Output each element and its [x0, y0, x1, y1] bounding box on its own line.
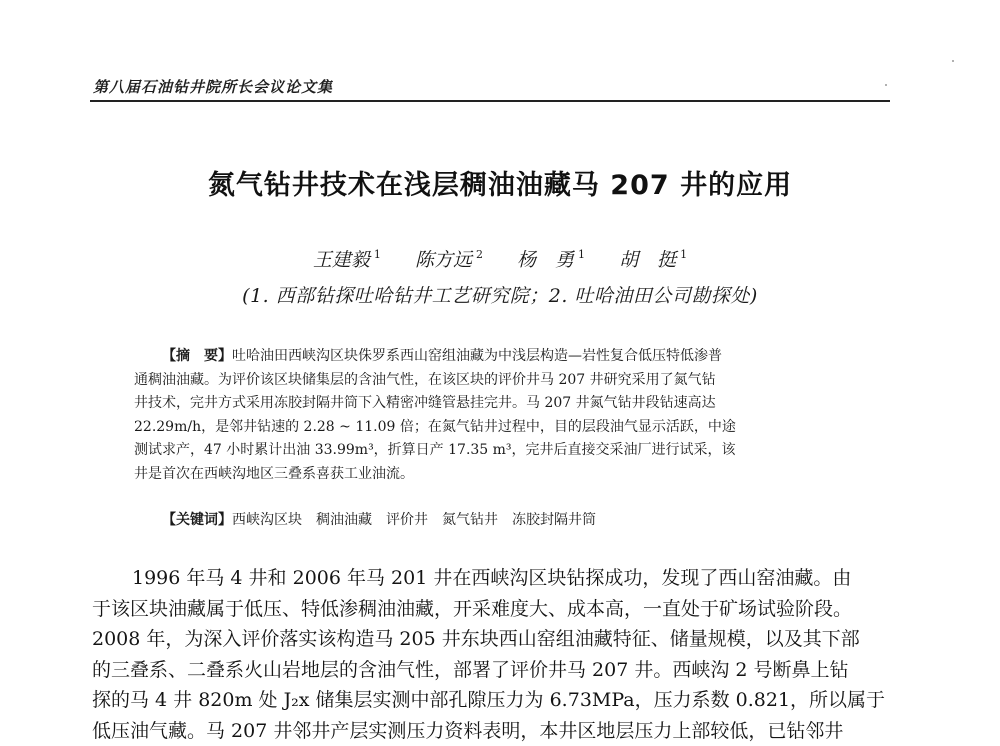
body-line: 的三叠系、二叠系火山岩地层的含油气性，部署了评价井马 207 井。西峡沟 2 号断鼻上钻: [92, 655, 892, 686]
scan-speck: [952, 60, 954, 62]
abstract-line: 通稠油油藏。为评价该区块储集层的含油气性，在该区块的评价井马 207 井研究采用了氮气钻: [134, 369, 860, 393]
abstract-tag: 【摘 要】: [162, 348, 232, 364]
body-paragraph: [92, 563, 892, 746]
body-line: 探的马 4 井 820m 处 J₂x 储集层实测中部孔隙压力为 6.73MPa，压力系数 0.821，所以属于: [92, 685, 892, 716]
keyword: 冻胶封隔井筒: [512, 512, 596, 528]
abstract: [134, 345, 860, 486]
running-header: 第八届石油钻井院所长会议论文集: [93, 76, 333, 97]
author-list: [0, 245, 1000, 272]
keywords: [162, 509, 610, 529]
body-line: 1996 年马 4 井和 2006 年马 201 井在西峡沟区块钻探成功，发现了西山窑油藏。由: [92, 563, 892, 594]
scan-speck: [885, 84, 887, 86]
keyword: 氮气钻井: [442, 512, 498, 528]
body-line: 低压油气藏。马 207 井邻井产层实测压力资料表明，本井区地层压力上部较低，已钻邻井: [92, 716, 892, 746]
keywords-tag: 【关键词】: [162, 512, 232, 528]
body-line: 于该区块油藏属于低压、特低渗稠油油藏，开采难度大、成本高，一直处于矿场试验阶段。: [92, 594, 892, 625]
keyword: 西峡沟区块: [232, 512, 302, 528]
paper-title: 氮气钻井技术在浅层稠油油藏马 207 井的应用: [0, 163, 1000, 202]
abstract-line: 测试求产，47 小时累计出油 33.99m³，折算日产 17.35 m³，完井后直接交采油厂进行试采，该: [134, 439, 860, 463]
keyword: 评价井: [386, 512, 428, 528]
affiliation: (1. 西部钻探吐哈钻井工艺研究院；2. 吐哈油田公司勘探处): [0, 281, 1000, 308]
header-rule: [90, 100, 890, 102]
keyword: 稠油油藏: [316, 512, 372, 528]
abstract-line: 井技术，完井方式采用冻胶封隔井筒下入精密冲缝管悬挂完井。马 207 井氮气钻井段钻速高达: [134, 392, 860, 416]
author-2: 陈方远 $^2$: [415, 245, 483, 272]
body-line: 2008 年，为深入评价落实该构造马 205 井东块西山窑组油藏特征、储量规模，以及其下部: [92, 624, 892, 655]
author-4: 胡 挺 $^1$: [619, 245, 687, 272]
author-3: 杨 勇 $^1$: [517, 245, 585, 272]
author-1: 王建毅 $^1$: [313, 245, 381, 272]
abstract-line: 井是首次在西峡沟地区三叠系喜获工业油流。: [134, 463, 860, 487]
abstract-line: 【摘 要】吐哈油田西峡沟区块侏罗系西山窑组油藏为中浅层构造—岩性复合低压特低渗普: [134, 345, 860, 369]
abstract-line: 22.29m/h，是邻井钻速的 2.28 ~ 11.09 倍；在氮气钻井过程中，目的层段油气显示活跃，中途: [134, 416, 860, 440]
